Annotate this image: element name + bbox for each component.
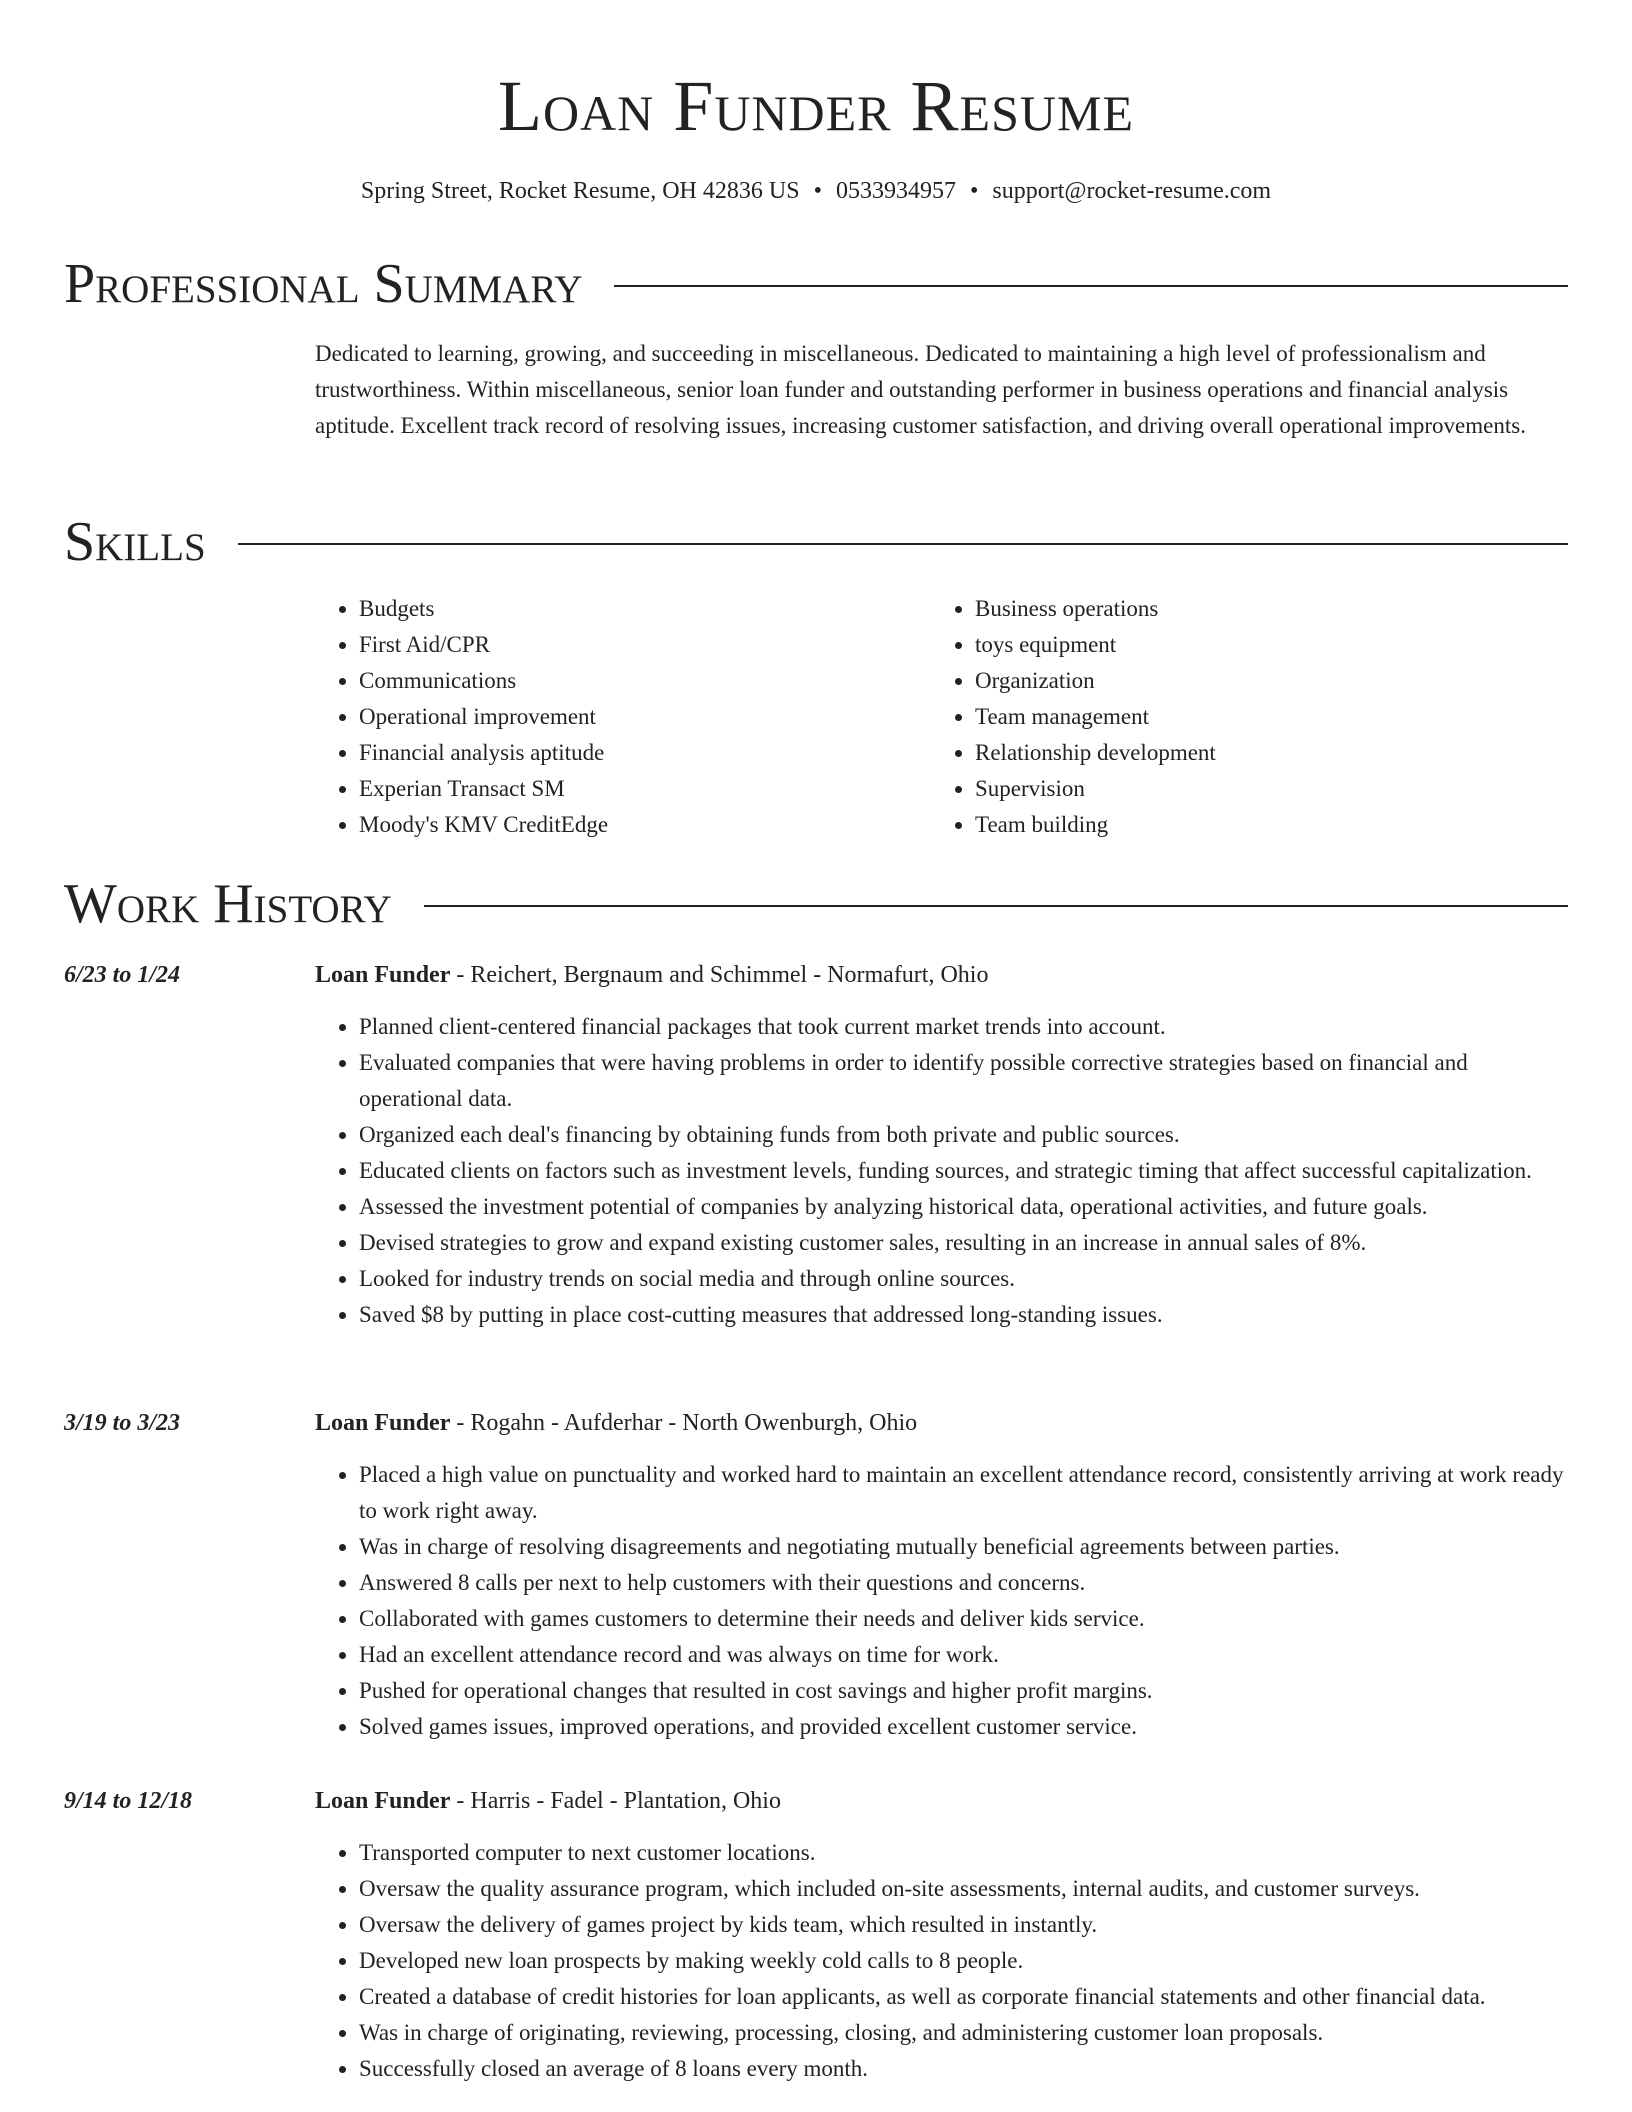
job-entry xyxy=(64,957,1568,1333)
job-title: Loan Funder xyxy=(315,962,451,988)
skill-item: • toys equipment xyxy=(975,627,1547,663)
contact-address: Spring Street, Rocket Resume, OH 42836 US xyxy=(360,178,800,204)
job-bullets xyxy=(315,1835,1568,2087)
job-bullet: • Developed new loan prospects by making weekly cold calls to 8 people. xyxy=(359,1943,1568,1979)
job-bullet: • Pushed for operational changes that resulted in cost savings and higher profit margins. xyxy=(359,1673,1568,1709)
job-bullets xyxy=(315,1457,1568,1745)
contact-separator: • xyxy=(969,178,979,204)
job-dates: 3/19 to 3/23 xyxy=(64,1410,181,1436)
skill-item: • Supervision xyxy=(975,771,1547,807)
summary-body xyxy=(315,336,1568,444)
skills-list xyxy=(315,591,1568,843)
job-bullet: • Collaborated with games customers to determine their needs and deliver kids service. xyxy=(359,1601,1568,1637)
contact-separator: • xyxy=(813,178,822,204)
job-header xyxy=(315,1783,1568,1819)
job-bullet: • Created a database of credit histories for loan applicants, as well as corporate financial statements and other financial data. xyxy=(359,1979,1568,2015)
section-divider xyxy=(238,543,1568,545)
skill-item: • Team management xyxy=(975,699,1547,735)
skills-column-left xyxy=(315,591,931,843)
section-divider xyxy=(614,285,1568,287)
skill-item: • Team building xyxy=(975,807,1547,843)
skill-item: • Financial analysis aptitude xyxy=(359,735,931,771)
work-section-header xyxy=(64,872,1568,936)
job-bullet: • Answered 8 calls per next to help customers with their questions and concerns. xyxy=(359,1565,1568,1601)
job-header xyxy=(315,957,1568,993)
skill-item: • Business operations xyxy=(975,591,1547,627)
skill-item: • First Aid/CPR xyxy=(359,627,931,663)
job-bullet: • Devised strategies to grow and expand existing customer sales, resulting in an increase in annual sales of 8%. xyxy=(359,1225,1568,1261)
skill-item: • Operational improvement xyxy=(359,699,931,735)
job-bullet: • Oversaw the delivery of games project by kids team, which resulted in instantly. xyxy=(359,1907,1568,1943)
job-bullet: • Successfully closed an average of 8 loans every month. xyxy=(359,2051,1568,2087)
job-dates: 6/23 to 1/24 xyxy=(64,962,181,988)
job-title: Loan Funder xyxy=(315,1410,451,1436)
job-bullet: • Evaluated companies that were having problems in order to identify possible corrective strategies based on financial and operational data. xyxy=(359,1045,1568,1117)
skill-item: • Budgets xyxy=(359,591,931,627)
job-bullet: • Oversaw the quality assurance program, which included on-site assessments, internal audits, and customer surveys. xyxy=(359,1871,1568,1907)
contact-email[interactable]: support@rocket-resume.com xyxy=(992,178,1272,204)
skill-item: • Relationship development xyxy=(975,735,1547,771)
contact-line xyxy=(0,176,1632,206)
skill-item: • Communications xyxy=(359,663,931,699)
summary-section-header xyxy=(64,252,1568,316)
summary-heading: Professional Summary xyxy=(64,253,583,315)
job-bullet: • Had an excellent attendance record and was always on time for work. xyxy=(359,1637,1568,1673)
job-entry xyxy=(64,1783,1568,2087)
job-title: Loan Funder xyxy=(315,1788,451,1814)
skill-item: • Organization xyxy=(975,663,1547,699)
job-bullet: • Looked for industry trends on social media and through online sources. xyxy=(359,1261,1568,1297)
job-bullet: • Was in charge of resolving disagreements and negotiating mutually beneficial agreements between parties. xyxy=(359,1529,1568,1565)
job-bullet: • Transported computer to next customer locations. xyxy=(359,1835,1568,1871)
summary-text: Dedicated to learning, growing, and succeeding in miscellaneous. Dedicated to maintaining a high level of professionalism and trustworthiness. Within miscellaneous, senior loan funder and outstanding performer in business operations and financial analysis aptitude. Excellent track record of resolving issues, increasing customer satisfaction, and driving overall operational improvements. xyxy=(315,341,1526,438)
work-heading: Work History xyxy=(64,873,392,935)
page-title: Loan Funder Resume xyxy=(497,66,1135,146)
job-dates: 9/14 to 12/18 xyxy=(64,1788,193,1814)
job-employer: - Reichert, Bergnaum and Schimmel - Normafurt, Ohio xyxy=(450,962,989,988)
skills-section-header xyxy=(64,510,1568,574)
job-bullet: • Organized each deal's financing by obtaining funds from both private and public sources. xyxy=(359,1117,1568,1153)
job-bullet: • Educated clients on factors such as investment levels, funding sources, and strategic timing that affect successful capitalization. xyxy=(359,1153,1568,1189)
job-header xyxy=(315,1405,1568,1441)
contact-phone: 0533934957 xyxy=(835,178,956,204)
job-entry xyxy=(64,1405,1568,1745)
job-bullet: • Saved $8 by putting in place cost-cutting measures that addressed long-standing issues. xyxy=(359,1297,1568,1333)
skills-heading: Skills xyxy=(64,511,206,573)
job-bullets xyxy=(315,1009,1568,1333)
job-bullet: • Solved games issues, improved operations, and provided excellent customer service. xyxy=(359,1709,1568,1745)
skills-column-right xyxy=(931,591,1547,843)
job-bullet: • Planned client-centered financial packages that took current market trends into account. xyxy=(359,1009,1568,1045)
job-bullet: • Was in charge of originating, reviewing, processing, closing, and administering customer loan proposals. xyxy=(359,2015,1568,2051)
job-employer: - Rogahn - Aufderhar - North Owenburgh, Ohio xyxy=(450,1410,918,1436)
section-divider xyxy=(424,905,1568,907)
skill-item: • Moody's KMV CreditEdge xyxy=(359,807,931,843)
job-bullet: • Placed a high value on punctuality and worked hard to maintain an excellent attendance record, consistently arriving at work ready to work right away. xyxy=(359,1457,1568,1529)
job-bullet: • Assessed the investment potential of companies by analyzing historical data, operational activities, and future goals. xyxy=(359,1189,1568,1225)
skill-item: • Experian Transact SM xyxy=(359,771,931,807)
job-employer: - Harris - Fadel - Plantation, Ohio xyxy=(450,1788,781,1814)
